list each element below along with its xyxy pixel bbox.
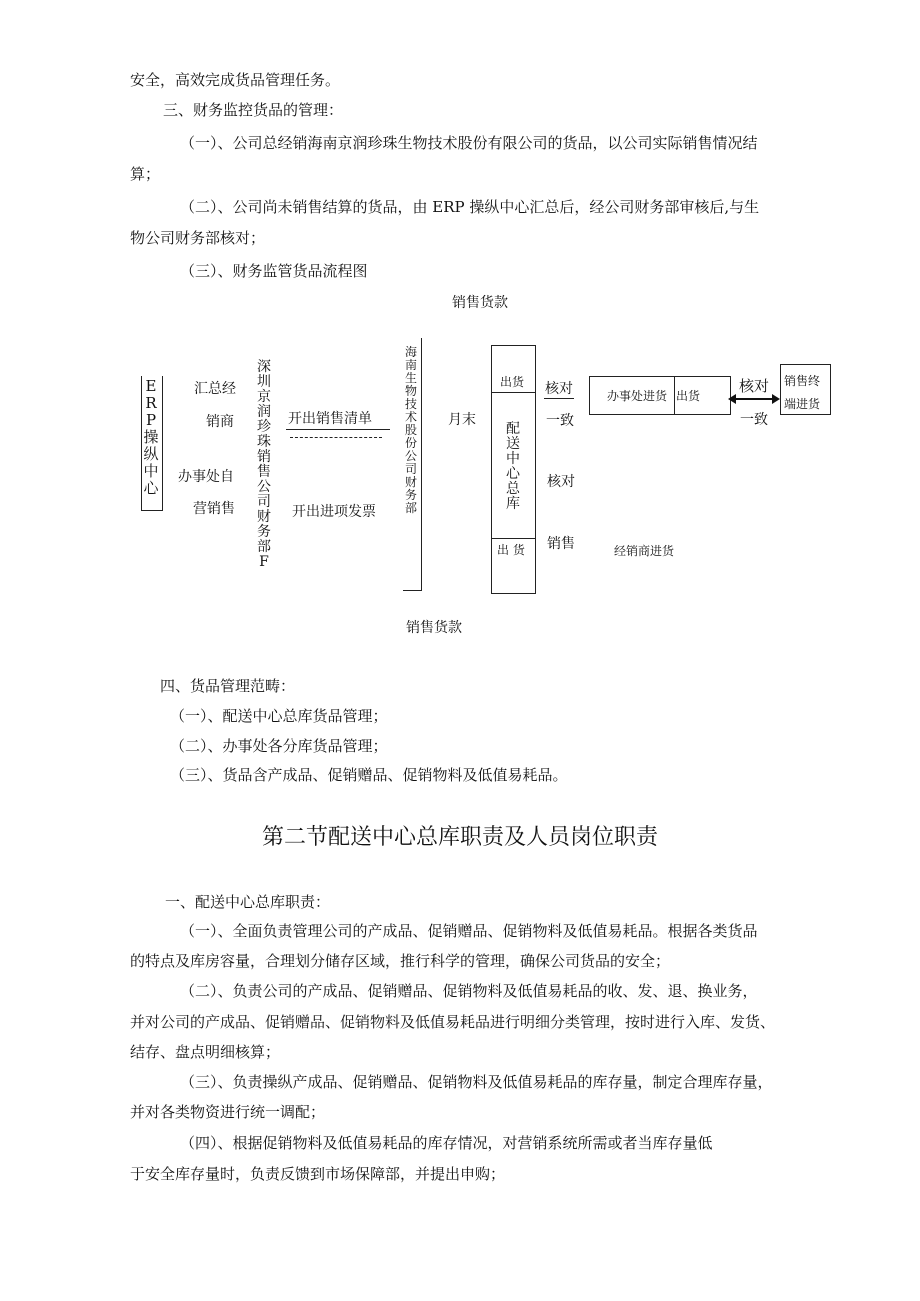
underline xyxy=(544,398,574,399)
flow-left-text: 汇总经 xyxy=(194,381,236,397)
open-invoice-label: 开出进项发票 xyxy=(292,504,376,520)
paragraph-line: （二）、负责公司的产成品、促销赠品、促销物料及低值易耗品的收、发、退、换业务， xyxy=(180,982,758,1000)
hainan-bracket-bottom xyxy=(403,590,422,591)
check-label: 核对 xyxy=(739,377,770,395)
paragraph-line: 的特点及库房容量，合理划分储存区域，推行科学的管理，确保公司货品的安全； xyxy=(130,952,671,970)
agree-label: 一致 xyxy=(740,412,768,428)
check-label: 核对 xyxy=(547,474,575,490)
flow-left-text: 办事处自 xyxy=(178,469,234,485)
paragraph-line: 结存、盘点明细核算； xyxy=(130,1043,281,1061)
underline xyxy=(286,429,390,430)
terminal-label: 销售终 xyxy=(784,374,821,388)
dashed-line xyxy=(290,437,382,438)
agree-label: 一致 xyxy=(546,413,574,429)
distribution-center-label: 配送中心总库 xyxy=(506,421,520,512)
terminal-label: 端进货 xyxy=(784,397,821,411)
office-out-label: 出货 xyxy=(676,389,701,403)
paragraph-line: （一）、全面负责管理公司的产成品、促销赠品、促销物料及低值易耗品。根据各类货品 xyxy=(180,922,758,940)
flow-bottom-label: 销售货款 xyxy=(406,620,462,636)
paragraph-line: （二）、公司尚未销售结算的货品，由 ERP 操纵中心汇总后，经公司财务部审核后,与生 xyxy=(180,198,760,216)
hainan-bracket xyxy=(421,338,422,590)
dist-top-label: 出货 xyxy=(500,375,525,389)
shenzhen-finance-label: 深圳京润珍珠销售公司财务部F xyxy=(257,359,271,570)
month-end-label: 月末 xyxy=(448,412,476,428)
paragraph-line: 于安全库存量时，负责反馈到市场保障部，并提出申购； xyxy=(130,1165,506,1183)
divider xyxy=(491,538,535,539)
paragraph-line: 并对公司的产成品、促销赠品、促销物料及低值易耗品进行明细分类管理，按时进行入库、发货、 xyxy=(130,1013,776,1031)
paragraph-line: 物公司财务部核对； xyxy=(130,229,266,247)
paragraph-line: （一）、公司总经销海南京润珍珠生物技术股份有限公司的货品，以公司实际销售情况结 xyxy=(180,134,758,152)
erp-label: ERP操纵中心 xyxy=(143,377,159,497)
dealer-in-label: 经销商进货 xyxy=(614,544,675,558)
list-item: （一）、配送中心总库货品管理； xyxy=(170,707,388,725)
divider xyxy=(674,376,675,414)
sales-label: 销售 xyxy=(547,536,575,552)
section-heading-finance: 三、财务监控货品的管理： xyxy=(163,101,344,119)
check-label: 核对 xyxy=(545,381,573,397)
flow-top-label: 销售货款 xyxy=(452,295,508,311)
open-sales-list-label: 开出销售清单 xyxy=(288,411,372,427)
hainan-finance-label: 海南生物技术股份公司财务部 xyxy=(404,345,417,515)
double-arrow-icon xyxy=(728,393,780,405)
flow-left-text: 营销售 xyxy=(193,501,235,517)
section-heading-scope: 四、货品管理范畴： xyxy=(160,677,296,695)
divider xyxy=(491,392,535,393)
paragraph-line: 并对各类物资进行统一调配； xyxy=(130,1103,326,1121)
duties-heading: 一、配送中心总库职责： xyxy=(165,893,331,911)
paragraph-line: 算； xyxy=(130,165,161,183)
list-item: （三）、货品含产成品、促销赠品、促销物料及低值易耗品。 xyxy=(170,766,568,784)
list-item: （二）、办事处各分库货品管理； xyxy=(170,737,388,755)
dist-bottom-label: 出 货 xyxy=(497,543,525,557)
office-in-label: 办事处进货 xyxy=(607,389,668,403)
paragraph-line: （三）、财务监管货品流程图 xyxy=(180,262,368,280)
paragraph-line: 安全，高效完成货品管理任务。 xyxy=(130,71,341,89)
paragraph-line: （三）、负责操纵产成品、促销赠品、促销物料及低值易耗品的库存量，制定合理库存量， xyxy=(180,1073,773,1091)
section-title: 第二节配送中心总库职责及人员岗位职责 xyxy=(261,825,658,850)
flow-left-text: 销商 xyxy=(206,414,234,430)
paragraph-line: （四）、根据促销物料及低值易耗品的库存情况，对营销系统所需或者当库存量低 xyxy=(180,1134,713,1152)
